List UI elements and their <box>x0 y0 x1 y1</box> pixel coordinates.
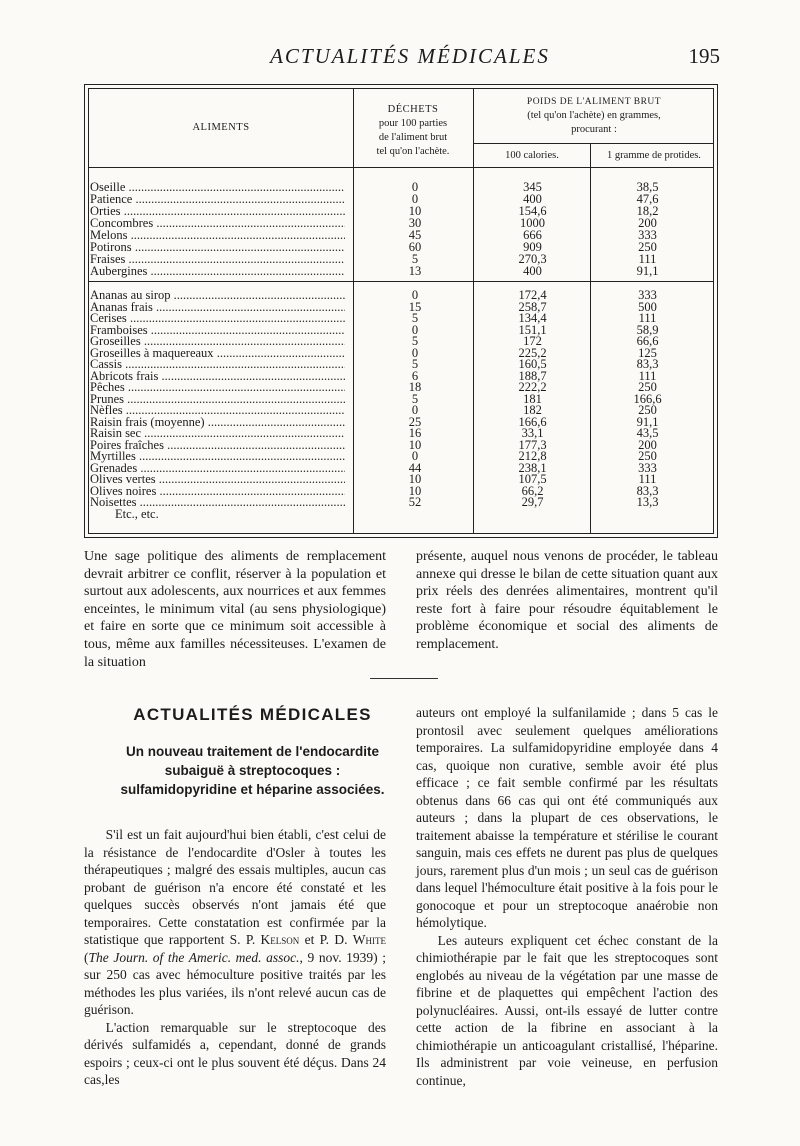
food-name: Groseilles à maquereaux ..... <box>90 347 345 360</box>
article-text: et P. D. <box>299 932 353 947</box>
waste-value: 0 <box>411 345 419 360</box>
protein-value: 333 <box>638 288 657 302</box>
protein-value: 200 <box>638 216 657 230</box>
separator-rule <box>370 678 438 679</box>
calorie-value: 270,3 <box>518 252 547 266</box>
food-name: Noisettes ..... <box>90 496 345 509</box>
protein-value: 200 <box>638 437 657 452</box>
protein-value: 111 <box>638 311 657 325</box>
food-name: Raisin sec ..... <box>90 427 345 440</box>
calorie-value: 345 <box>523 180 542 194</box>
food-waste-table <box>84 84 718 538</box>
calorie-value: 400 <box>523 192 542 206</box>
table-group-rule <box>89 281 713 282</box>
calorie-value: 177,3 <box>518 437 547 452</box>
food-name: Ananas au sirop ..... <box>90 289 345 302</box>
calorie-value: 66,2 <box>521 483 544 498</box>
food-name: Ananas frais ..... <box>90 301 345 314</box>
food-name: Olives vertes ..... <box>90 473 345 486</box>
calorie-value: 160,5 <box>518 357 547 371</box>
protein-value: 91,1 <box>636 414 659 429</box>
intro-left-column <box>84 548 386 671</box>
table-header-rule <box>89 167 713 168</box>
waste-value: 0 <box>411 449 419 463</box>
calorie-value: 107,5 <box>518 472 547 486</box>
calorie-value: 222,2 <box>518 380 547 394</box>
waste-value: 18 <box>408 380 422 394</box>
food-name: Concombres ..... <box>90 217 345 230</box>
protein-value: 47,6 <box>636 192 659 206</box>
food-name: Patience ..... <box>90 193 345 206</box>
header-protides: 1 gramme de protides. <box>607 150 701 161</box>
protein-value: 18,2 <box>636 204 659 218</box>
calorie-value: 1000 <box>520 216 545 230</box>
food-name: Cassis ..... <box>90 358 345 371</box>
header-poids <box>475 95 713 137</box>
calorie-value: 29,7 <box>521 495 544 509</box>
food-name: Abricots frais ..... <box>90 370 345 383</box>
header-calories: 100 calories. <box>505 150 559 161</box>
waste-value: 25 <box>408 414 422 429</box>
intro-right-column <box>416 548 718 654</box>
header-dechets-line: tel qu'on l'achète. <box>376 146 450 157</box>
intro-paragraph-left: Une sage politique des aliments de remplacement devrait arbitrer ce conflit, réserver à la population et surtout aux adolescents, aux nourrices et aux femmes enceintes, le minimum vital (au sens physiologique) et faire en sorte que ce minimum soit accessible à tous, même aux familles nécessiteuses. L'examen de la situation <box>84 549 386 670</box>
header-dechets-line: pour 100 parties <box>378 118 448 129</box>
waste-value: 13 <box>408 264 422 278</box>
waste-value: 44 <box>408 460 422 475</box>
calorie-value: 225,2 <box>518 345 547 360</box>
protein-value: 38,5 <box>636 180 659 194</box>
running-title: ACTUALITÉS MÉDICALES <box>270 44 550 68</box>
waste-value: 10 <box>408 472 422 486</box>
waste-value: 5 <box>411 334 419 348</box>
header-poids-line: POIDS DE L'ALIMENT BRUT <box>526 97 662 107</box>
waste-value: 52 <box>408 495 422 509</box>
table-row <box>85 265 717 278</box>
food-name: Potirons ..... <box>90 241 345 254</box>
waste-value: 0 <box>411 403 419 417</box>
header-dechets <box>355 103 471 159</box>
waste-value: 5 <box>411 252 419 266</box>
waste-value: 0 <box>411 322 419 337</box>
protein-value: 111 <box>638 472 657 486</box>
article-text: ( <box>84 949 89 965</box>
table-row <box>85 496 717 509</box>
food-name: Cerises ..... <box>90 312 345 325</box>
food-name: Raisin frais (moyenne) ..... <box>90 416 345 429</box>
protein-value: 83,3 <box>636 483 659 498</box>
protein-value: 43,5 <box>636 426 659 440</box>
food-name: Olives noires ..... <box>90 485 345 498</box>
calorie-value: 154,6 <box>518 204 547 218</box>
header-poids-line: procurant : <box>571 124 617 135</box>
protein-value: 83,3 <box>636 357 659 371</box>
calorie-value: 182 <box>523 403 542 417</box>
calorie-value: 238,1 <box>518 460 547 475</box>
article-paragraph <box>84 826 386 1019</box>
waste-value: 10 <box>408 483 422 498</box>
calorie-value: 181 <box>523 391 542 406</box>
calorie-value: 166,6 <box>518 414 547 429</box>
protein-value: 111 <box>638 252 657 266</box>
article-paragraph: Les auteurs expliquent cet échec constant de la chimiothérapie par le fait que les streptocoques sont englobés au niveau de la végétation par une masse de fibrine et de plaquettes qui empêchent l'action des polynucléaires. Aussi, ont-ils essayé de lutter contre cette action de la fibrine en associant à la chimiothérapie un anticoagulant cristallisé, l'héparine. Ils administrent par voie veineuse, en perfusion continue, <box>416 932 718 1088</box>
protein-value: 58,9 <box>636 322 659 337</box>
protein-value: 111 <box>638 368 657 383</box>
protein-value: 66,6 <box>636 334 659 348</box>
food-name: Framboises ..... <box>90 324 345 337</box>
protein-value: 125 <box>638 345 657 360</box>
header-dechets-line: DÉCHETS <box>387 104 439 115</box>
food-name: Poires fraîches ..... <box>90 439 345 452</box>
waste-value: 0 <box>411 288 419 302</box>
waste-value: 15 <box>408 299 422 314</box>
article-paragraph: auteurs ont employé la sulfanilamide ; dans 5 cas le prontosil avec seulement quelques améliorations temporaires. La sulfamidopyridine employée dans 4 cas, quoique non curative, semble avoir été plus efficace ; ce fait semble confirmé par les résultats obtenus dans 66 cas qui ont été communiqués aux auteurs ; dans la plupart de ces observations, le traitement abaisse la température et stérilise le courant sanguin, mais ces effets ne durent pas plus de quelques jours, rarement plus d'un mois ; un seul cas de guérison dans lequel l'hémoculture était positive à la fois pour le gonocoque et pour un streptocoque anaérobie non hémolytique. <box>416 705 718 930</box>
calorie-value: 400 <box>523 264 542 278</box>
page-number: 195 <box>688 44 720 68</box>
calorie-value: 909 <box>523 240 542 254</box>
protein-value: 333 <box>638 228 657 242</box>
running-head <box>0 44 800 74</box>
header-aliments: ALIMENTS <box>192 122 250 133</box>
protein-value: 13,3 <box>636 495 659 509</box>
food-name: Nèfles ..... <box>90 404 345 417</box>
calorie-value: 172 <box>523 334 542 348</box>
calorie-value: 172,4 <box>518 288 547 302</box>
protein-value: 250 <box>638 380 657 394</box>
waste-value: 10 <box>408 204 422 218</box>
calorie-value: 258,7 <box>518 299 547 314</box>
journal-name: The Journ. of the Americ. med. assoc. <box>88 949 300 965</box>
protein-value: 166,6 <box>633 391 662 406</box>
article-title: Un nouveau traitement de l'endocardite subaiguë à streptocoques : sulfamidopyridine et héparine associées. <box>120 744 385 797</box>
author-name: Kelson <box>260 932 300 947</box>
waste-value: 60 <box>408 240 422 254</box>
food-name: Oseille ..... <box>90 181 345 194</box>
waste-value: 10 <box>408 437 422 452</box>
protein-value: 500 <box>638 299 657 314</box>
food-name: Orties ..... <box>90 205 345 218</box>
article-right-column <box>416 704 718 1089</box>
waste-value: 0 <box>411 180 419 194</box>
calorie-value: 134,4 <box>518 311 547 325</box>
header-dechets-line: de l'aliment brut <box>378 132 448 143</box>
waste-value: 45 <box>408 228 422 242</box>
table-subheader-rule <box>473 143 713 144</box>
waste-value: 5 <box>411 311 419 325</box>
waste-value: 0 <box>411 192 419 206</box>
article-text: ) ; sur 250 cas avec hémoculture positive traités par les méthodes les plus variées, ils n'ont relevé aucun cas de guérison. <box>84 949 386 1017</box>
waste-value: 5 <box>411 357 419 371</box>
protein-value: 250 <box>638 240 657 254</box>
protein-value: 250 <box>638 403 657 417</box>
table-etc: Etc., etc. <box>115 507 159 521</box>
intro-paragraph-right: présente, auquel nous venons de procéder, le tableau annexe qui dresse le bilan de cette situation quant aux prix réels des denrées alimentaires, montrent qu'il reste fort à faire pour résoudre équitablement le problème économique et social des aliments de remplacement. <box>416 549 718 652</box>
calorie-value: 151,1 <box>518 322 547 337</box>
food-name: Groseilles ..... <box>90 335 345 348</box>
food-name: Grenades ..... <box>90 462 345 475</box>
food-name: Melons ..... <box>90 229 345 242</box>
waste-value: 6 <box>411 368 419 383</box>
waste-value: 30 <box>408 216 422 230</box>
food-name: Pêches ..... <box>90 381 345 394</box>
protein-value: 91,1 <box>636 264 659 278</box>
article-text: S'il est un fait aujourd'hui bien établi, c'est celui de la résistance de l'endocardite d'Osler à toutes les thérapeutiques ; malgré des essais multiples, aucun cas probant de guérison n'a encore été constaté et les quelques succès observés n'ont jamais été que temporaires. Cette constatation est confirmée par la statistique que rapportent S. P. <box>84 827 386 947</box>
calorie-value: 666 <box>523 228 542 242</box>
article-paragraph: L'action remarquable sur le streptocoque des dérivés sulfamidés a, cependant, donné de grands espoirs ; ceux-ci ont le plus souvent été déçus. Dans 24 cas,les <box>84 1019 386 1087</box>
article-left-column <box>84 826 386 1089</box>
food-name: Myrtilles ..... <box>90 450 345 463</box>
article-text: , 9 nov. 1939 <box>299 949 374 965</box>
food-name: Prunes ..... <box>90 393 345 406</box>
calorie-value: 188,7 <box>518 368 547 383</box>
waste-value: 16 <box>408 426 422 440</box>
author-name: White <box>352 932 386 947</box>
protein-value: 250 <box>638 449 657 463</box>
calorie-value: 212,8 <box>518 449 547 463</box>
section-title: ACTUALITÉS MÉDICALES <box>133 705 372 724</box>
header-poids-line: (tel qu'on l'achète) en grammes, <box>527 110 661 121</box>
food-name: Fraises ..... <box>90 253 345 266</box>
food-name: Aubergines ..... <box>90 265 345 278</box>
protein-value: 333 <box>638 460 657 475</box>
waste-value: 5 <box>411 391 419 406</box>
calorie-value: 33,1 <box>521 426 544 440</box>
